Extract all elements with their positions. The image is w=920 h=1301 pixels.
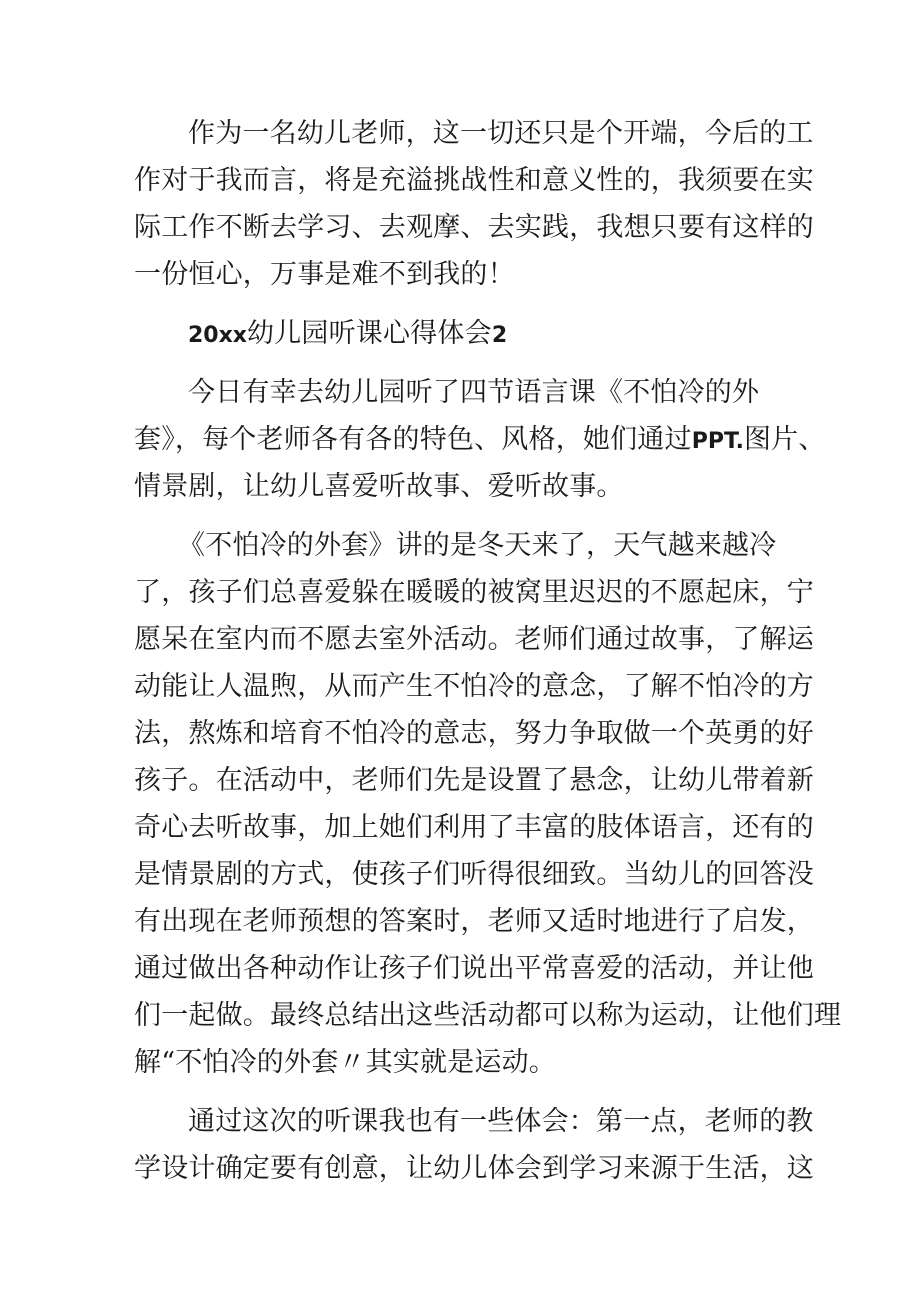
paragraph-1-line-3: 际工作不断去学习、去观摩、去实践，我想只要有这样的 xyxy=(134,212,814,243)
paragraph-2-line-3: 情景剧，让幼儿喜爱听故事、爱听故事。 xyxy=(134,471,624,502)
paragraph-2-line-2-text: 套》，每个老师各有各的特色、风格，她们通过 xyxy=(134,424,692,455)
ppt-term: PPT. xyxy=(691,429,744,454)
paragraph-3-line-12: 解“不怕冷的外套〃其实就是运动。 xyxy=(134,1047,557,1078)
paragraph-1-line-4: 一份恒心，万事是难不到我的！ xyxy=(134,259,515,290)
paragraph-3-line-6: 孩子。在活动中，老师们先是设置了悬念，让幼儿带着新 xyxy=(134,765,814,796)
paragraph-1-line-2: 作对于我而言，将是充溢挑战性和意义性的，我须要在实 xyxy=(134,165,814,196)
paragraph-2-line-2-end: 图片、 xyxy=(743,424,826,455)
paragraph-1-line-1: 作为一名幼儿老师，这一切还只是个开端，今后的工 xyxy=(188,118,814,149)
paragraph-3-line-7: 奇心去听故事，加上她们利用了丰富的肢体语言，还有的 xyxy=(134,812,814,843)
paragraph-2-line-2 xyxy=(134,423,826,457)
paragraph-3-line-11: 们一起做。最终总结出这些活动都可以称为运动，让他们理 xyxy=(134,1000,842,1031)
paragraph-3-line-1: 《不怕冷的外套》讲的是冬天来了，天气越来越冷 xyxy=(178,530,777,561)
heading-suffix: 2 xyxy=(491,323,508,348)
section-heading xyxy=(188,317,507,351)
paragraph-4-line-2: 学设计确定要有创意，让幼儿体会到学习来源于生活，这 xyxy=(134,1153,814,1184)
paragraph-3-line-9: 有出现在老师预想的答案时，老师又适时地进行了启发， xyxy=(134,906,814,937)
paragraph-3-line-10: 通过做出各种动作让孩子们说出平常喜爱的活动，并让他 xyxy=(134,953,814,984)
paragraph-3-line-5: 法，熬炼和培育不怕冷的意志，努力争取做一个英勇的好 xyxy=(134,718,814,749)
paragraph-3-line-2: 了，孩子们总喜爱躲在暖暖的被窝里迟迟的不愿起床，宁 xyxy=(134,577,814,608)
heading-main: 幼儿园听课心得体会 xyxy=(247,318,492,349)
heading-prefix: 20xx xyxy=(188,323,247,348)
paragraph-2-line-1: 今日有幸去幼儿园听了四节语言课《不怕冷的外 xyxy=(188,377,760,408)
paragraph-4-line-1: 通过这次的听课我也有一些体会：第一点，老师的教 xyxy=(188,1106,814,1137)
paragraph-3-line-8: 是情景剧的方式，使孩子们听得很细致。当幼儿的回答没 xyxy=(134,859,814,890)
paragraph-3-line-3: 愿呆在室内而不愿去室外活动。老师们通过故事，了解运 xyxy=(134,624,814,655)
paragraph-3-line-4: 动能让人温煦，从而产生不怕冷的意念，了解不怕冷的方 xyxy=(134,671,814,702)
